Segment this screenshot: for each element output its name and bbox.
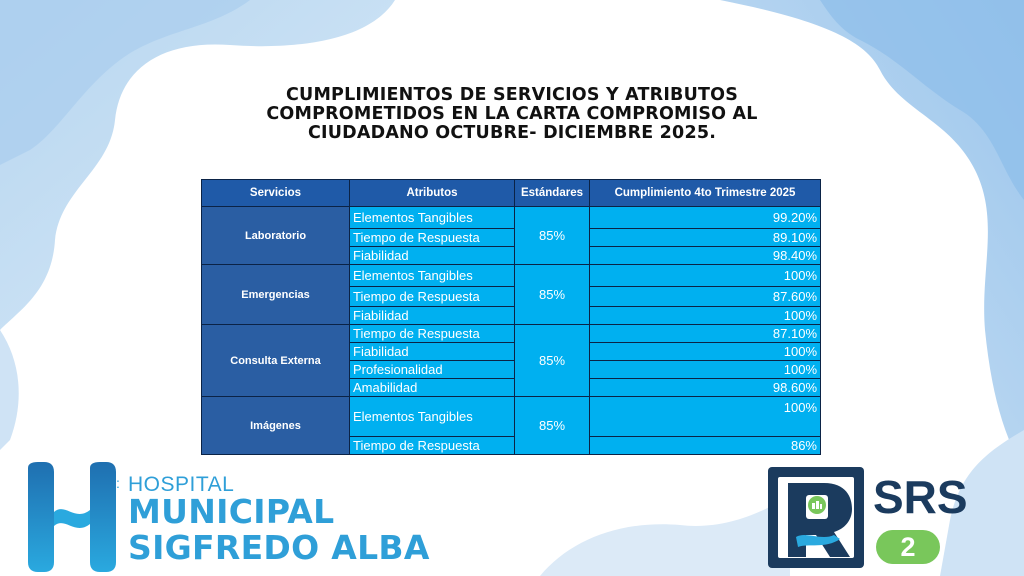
- value-cell: 100%: [590, 361, 821, 379]
- attribute-cell: Tiempo de Respuesta: [350, 437, 515, 455]
- service-cell: Laboratorio: [202, 207, 350, 265]
- header-atributos: Atributos: [350, 180, 515, 207]
- standard-cell: 85%: [515, 207, 590, 265]
- attribute-cell: Tiempo de Respuesta: [350, 287, 515, 307]
- value-cell: 98.40%: [590, 247, 821, 265]
- attribute-cell: Fiabilidad: [350, 307, 515, 325]
- header-estandares: Estándares: [515, 180, 590, 207]
- value-cell: 100%: [590, 343, 821, 361]
- srs-logo-icon: [766, 465, 866, 570]
- table-header-row: [202, 180, 821, 207]
- standard-cell: 85%: [515, 265, 590, 325]
- value-cell: 87.60%: [590, 287, 821, 307]
- table-row: [202, 265, 821, 287]
- service-cell: Consulta Externa: [202, 325, 350, 397]
- value-cell: 100%: [590, 397, 821, 437]
- srs-number-badge: 2: [876, 530, 940, 564]
- value-cell: 99.20%: [590, 207, 821, 229]
- service-cell: Imágenes: [202, 397, 350, 455]
- attribute-cell: Fiabilidad: [350, 247, 515, 265]
- header-cumplimiento: Cumplimiento 4to Trimestre 2025: [590, 180, 821, 207]
- attribute-cell: Profesionalidad: [350, 361, 515, 379]
- table-row: [202, 325, 821, 343]
- standard-cell: 85%: [515, 397, 590, 455]
- value-cell: 89.10%: [590, 229, 821, 247]
- value-cell: 100%: [590, 265, 821, 287]
- attribute-cell: Elementos Tangibles: [350, 265, 515, 287]
- value-cell: 100%: [590, 307, 821, 325]
- table-row: [202, 397, 821, 437]
- attribute-cell: Fiabilidad: [350, 343, 515, 361]
- value-cell: 86%: [590, 437, 821, 455]
- sigfredo-alba-label: SIGFREDO ALBA: [128, 528, 430, 567]
- municipal-label: MUNICIPAL: [128, 492, 335, 531]
- attribute-cell: Tiempo de Respuesta: [350, 229, 515, 247]
- table-row: [202, 207, 821, 229]
- srs-label: SRS: [873, 471, 968, 523]
- service-cell: Emergencias: [202, 265, 350, 325]
- attribute-cell: Amabilidad: [350, 379, 515, 397]
- standard-cell: 85%: [515, 325, 590, 397]
- attribute-cell: Elementos Tangibles: [350, 207, 515, 229]
- compliance-table: [201, 179, 821, 455]
- value-cell: 87.10%: [590, 325, 821, 343]
- attribute-cell: Tiempo de Respuesta: [350, 325, 515, 343]
- header-servicios: Servicios: [202, 180, 350, 207]
- attribute-cell: Elementos Tangibles: [350, 397, 515, 437]
- hospital-label: HOSPITAL: [128, 473, 235, 496]
- page-title: CUMPLIMIENTOS DE SERVICIOS Y ATRIBUTOS COMPROMETIDOS EN LA CARTA COMPROMISO AL CIUDADANO OCTUBRE- DICIEMBRE 2025.: [266, 85, 758, 143]
- value-cell: 98.60%: [590, 379, 821, 397]
- svg-text::: :: [116, 475, 120, 491]
